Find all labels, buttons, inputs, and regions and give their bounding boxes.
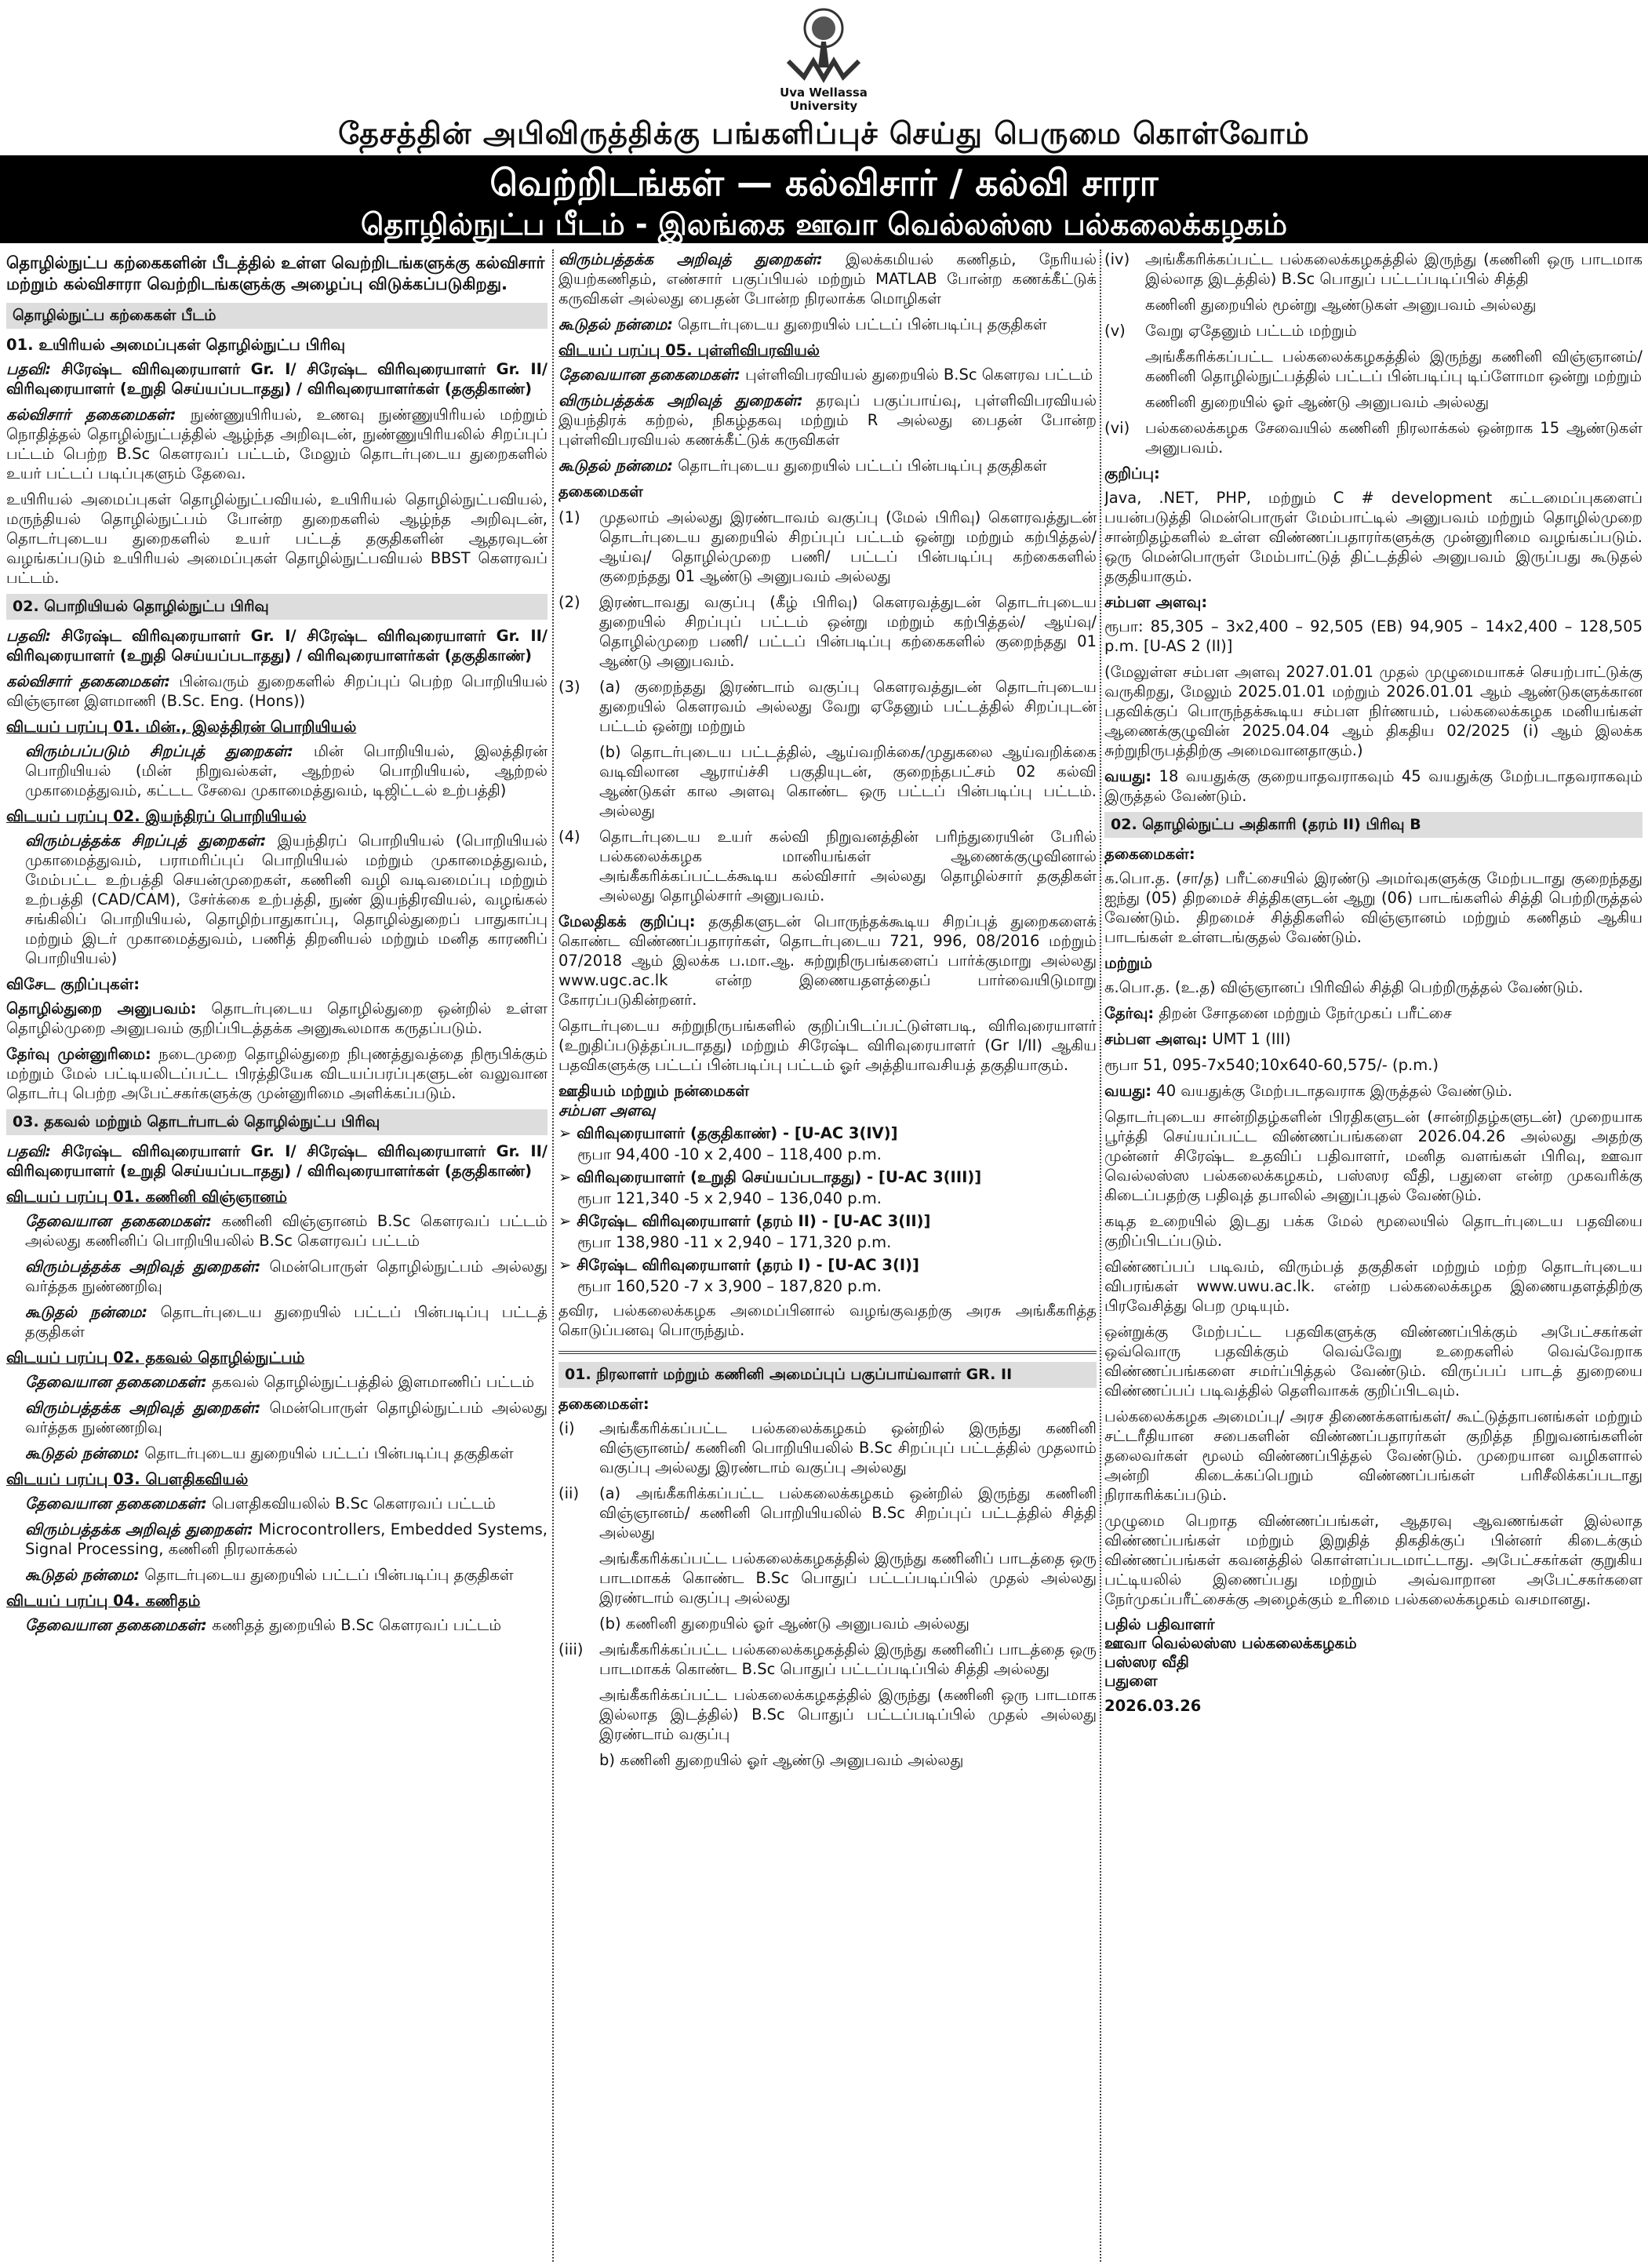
tagline: தேசத்தின் அபிவிருத்திக்கு பங்களிப்புச் செய்து பெருமை கொள்வோம் [338, 116, 1310, 151]
qualifications-title: தகைமைகள் [558, 482, 643, 501]
envelope-note: கடித உறையில் இடது பக்க மேல் மூலையில் தொடர்புடைய பதவியை குறிப்பிடப்படும். [1104, 1212, 1643, 1250]
dept1-title: 01. உயிரியல் அமைப்புகள் தொழில்நுட்ப பிரிவு [6, 336, 346, 354]
title-banner [0, 155, 1648, 243]
dept1-para: உயிரியல் அமைப்புகள் தொழில்நுட்பவியல், உயிரியல் தொழில்நுட்பவியல், மருந்தியல் தொழில்நுட்பம் போன்ற துறைகளில் ஆழ்ந்த அறிவுடன், தொடர்புடைய துறைகளில் உயர் பட்டத் தகுதிகளின் ஆதரவுடன் வழங்கப்படும் உயிரியல் அமைப்புகள் தொழில்நுட்பவியல் BBST கௌரவப் பட்டம். [6, 490, 548, 587]
application-instructions: தொடர்புடைய சான்றிதழ்களின் பிரதிகளுடன் (சான்றிதழ்களுடன்) முறையாக பூர்த்தி செய்யப்பட்ட விண்ணப்பங்களை 2026.04.26 அல்லது அதற்கு முன்னர் சிரேஷ்ட உதவிப் பதிவாளர், மனித வளங்கள் பிரிவு, ஊவா வெல்லஸ்ஸ பல்கலைக்கழகம், பஸ்ஸர வீதி, பதுளை என்ற முகவரிக்கு கிடைப்பதற்கு பதிவுத் தபாலில் அனுப்புதல் வேண்டும். [1104, 1108, 1643, 1204]
dept3-title: 03. தகவல் மற்றும் தொடர்பாடல் தொழில்நுட்ப பிரிவு [6, 1109, 548, 1135]
area-title: விடயப் பரப்பு 03. பௌதிகவியல் [6, 1470, 249, 1488]
website-note: விண்ணப்பப் படிவம், விரும்பத் தகுதிகள் மற்றும் மற்ற தொடர்புடைய விபரங்கள் www.uwu.ac.lk. என்ற பல்கலைக்கழக இணையதளத்திற்கு பிரவேசித்து பெற முடியும். [1104, 1258, 1643, 1315]
area-advantage: கூடுதல் நன்மை: தொடர்புடைய துறையில் பட்டப் பின்படிப்பு தகுதிகள் [25, 1444, 514, 1462]
arrow-icon: ➢ [558, 1212, 577, 1230]
allowance-note: தவிர, பல்கலைக்கழக அமைப்பினால் வழங்குவதற்கு அரசு அங்கீகரித்த கொடுப்பனவு பொருந்தும். [558, 1301, 1097, 1339]
nq-title: தகைமைகள்: [558, 1395, 649, 1413]
list-item: b) கணினி துறையில் ஓர் ஆண்டு அனுபவம் அல்லது [599, 1751, 964, 1769]
area-preferred: விரும்பத்தக்க அறிவுத் துறைகள்: Microcontrollers, Embedded Systems, Signal Processing, கணினி நிரலாக்கல் [25, 1520, 548, 1558]
list-item: (3) (a) குறைந்தது இரண்டாம் வகுப்பு கௌரவத்துடன் தொடர்புடைய துறையில் கௌரவம் அல்லது வேறு ஏதேனும் பட்டத்தில் சிறப்புடன் பட்டம் ஒன்று மற்றும் [558, 678, 1097, 735]
salary-label: சம்பள அளவு: [1104, 593, 1208, 611]
list-item: (ii) (a) அங்கீகரிக்கப்பட்ட பல்கலைக்கழகம் ஒன்றில் இருந்து கணினி விஞ்ஞானம்/ கணினி பொறியியலில் B.Sc சிறப்புப் பட்டத்தில் சித்தி அல்லது [558, 1484, 1097, 1542]
note-experience: தொழில்துறை அனுபவம்: தொடர்புடைய தொழில்துறை ஒன்றில் உள்ள தொழில்முறை அனுபவம் குறிப்பிடத்தக்க அனுகூலமாக கருதப்படும். [6, 999, 548, 1037]
area-title: விடயப் பரப்பு 04. கணிதம் [6, 1592, 201, 1610]
dept1-post: பதவி: சிரேஷ்ட விரிவுரையாளர் Gr. I/ சிரேஷ்ட விரிவுரையாளர் Gr. II/ விரிவுரையாளர் (உறுதி செய்யப்படாதது) / விரிவுரையாளர்கள் (தகுதிகாண்) [6, 360, 548, 398]
arrow-icon: ➢ [558, 1124, 577, 1142]
header [0, 0, 1648, 157]
column-divider [1100, 249, 1101, 2262]
logo-sub: University [789, 99, 858, 113]
list-item: (b) தொடர்புடைய பட்டத்தில், ஆய்வறிக்கை/முதுகலை ஆய்வறிக்கை வடிவிலான ஆராய்ச்சி பகுதியுடன், குறைந்தபட்சம் 02 கல்வி ஆண்டுகள் கால அளவு கொண்ட ஒரு பட்டப் பின்படிப்பு பட்டம். அல்லது [599, 743, 1097, 820]
list-item: (iii) அங்கீகரிக்கப்பட்ட பல்கலைக்கழகத்தில் இருந்து கணினிப் பாடத்தை ஒரு பாடமாகக் கொண்ட B.Sc பொதுப் பட்டப்படிப்பில் சித்தி அல்லது [558, 1640, 1097, 1678]
dept3-post: பதவி: சிரேஷ்ட விரிவுரையாளர் Gr. I/ சிரேஷ்ட விரிவுரையாளர் Gr. II/ விரிவுரையாளர் (உறுதி செய்யப்படாதது) / விரிவுரையாளர்கள் (தகுதிகாண்) [6, 1142, 548, 1180]
nonacademic-post-title: 01. நிரலாளர் மற்றும் கணினி அமைப்புப் பகுப்பாய்வாளர் GR. II [558, 1362, 1097, 1388]
banner-subtitle: தொழில்நுட்ப பீடம் - இலங்கை ஊவா வெல்லஸ்ஸ பல்கலைக்கழகம் [360, 207, 1288, 242]
dept1-qual: கல்விசார் தகைமைகள்: நுண்ணுயிரியல், உணவு நுண்ணுயிரியல் மற்றும் நொதித்தல் தொழில்நுட்பத்தில் ஆழ்ந்த அறிவுடன், நுண்ணுயிரியலில் சிறப்புப் பட்டம் பெற்ற B.Sc கௌரவப் பட்டம், மேலும் தொடர்புடைய துறைகளில் உயர் பட்டப் படிப்புகளும் தேவை. [6, 406, 548, 482]
list-item: (vi) பல்கலைக்கழக சேவையில் கணினி நிரலாக்கல் ஒன்றாக 15 ஆண்டுகள் அனுபவம். [1104, 419, 1643, 457]
dept2-area1-text: விரும்பப்படும் சிறப்புத் துறைகள்: மின் பொறியியல், இலத்திரன் பொறியியல் (மின் நிறுவல்கள், ஆற்றல் பொறியியல், ஆற்றல் முகாமைத்துவம், கட்டட சேவை முகாமைத்துவம், டிஜிட்டல் உற்பத்தி) [25, 742, 548, 799]
section-divider [558, 1351, 1097, 1354]
multiple-posts-note: ஒன்றுக்கு மேற்பட்ட பதவிகளுக்கு விண்ணப்பிக்கும் அபேட்சகர்கள் ஒவ்வொரு பதவிக்கும் வெவ்வேறு உறைகளில் வெவ்வேறாக விண்ணப்பங்களை சமர்ப்பித்தல் வேண்டும். விருப்பப் பாடத் துறையை விண்ணப்பப் படிவத்தில் தெளிவாகக் குறிப்பிடவும். [1104, 1323, 1643, 1400]
list-item: கணினி துறையில் மூன்று ஆண்டுகள் அனுபவம் அல்லது [1145, 296, 1537, 314]
post2-title: 02. தொழில்நுட்ப அதிகாரி (தரம் II) பிரிவு B [1104, 812, 1643, 838]
column-2 [558, 249, 1097, 2262]
post2-salary: சம்பள அளவு: UMT 1 (III) [1104, 1030, 1291, 1048]
salary-scale: ➢ விரிவுரையாளர் (உறுதி செய்யப்படாதது) - [U-AC 3(III)] ரூபா 121,340 -5 x 2,940 – 136,040 p.m. [558, 1168, 982, 1207]
special-notes-title: விசேட குறிப்புகள்: [6, 975, 140, 993]
banner-title: வெற்றிடங்கள் — கல்விசார் / கல்வி சாரா [489, 162, 1159, 204]
logo-name: Uva Wellassa [780, 86, 868, 100]
list-item: கணினி துறையில் ஓர் ஆண்டு அனுபவம் அல்லது [1145, 393, 1490, 411]
salary-subtitle: சம்பள அளவு [558, 1101, 656, 1119]
salary-note: (மேலுள்ள சம்பள அளவு 2027.01.01 முதல் முழுமையாகச் செயற்பாட்டுக்கு வருகிறது, மேலும் 2025.01.01 மற்றும் 2026.01.01 ஆம் ஆண்டுகளுக்கான பதவிக்குப் பொருந்தக்கூடிய சம்பள நிர்ணயம், பல்கலைக்கழக மனியங்கள் ஆணைக்குழுவின் 2025.04.04 ஆம் திகதிய 02/2025 (i) ஆம் இலக்க சுற்றுநிருபத்திற்கு அமைவானதாகும்.) [1104, 663, 1643, 759]
dept2-area2-title: விடயப் பரப்பு 02. இயந்திரப் பொறியியல் [6, 807, 307, 825]
stats-area-title: விடயப் பரப்பு 05. புள்ளிவிபரவியல் [558, 341, 820, 359]
column-3 [1104, 249, 1643, 2262]
column-1 [6, 249, 548, 2262]
list-item: அங்கீகரிக்கப்பட்ட பல்கலைக்கழகத்தில் இருந்து (கணினி ஒரு பாடமாக இல்லாத இடத்தில்) B.Sc பொதுப் பட்டப்படிப்பில் முதல் அல்லது இரண்டாம் வகுப்பு [599, 1686, 1097, 1743]
area-it [6, 1348, 548, 1463]
list-item: (1) முதலாம் அல்லது இரண்டாவம் வகுப்பு (மேல் பிரிவு) கௌரவத்துடன் தொடர்புடைய துறையில் சிறப்புப் பட்டம் ஒன்று மற்றும் கற்பித்தல்/ ஆய்வு/ தொழில்முறை பணி/ பட்டப் பின்படிப்பு கற்கைகளில் குறைந்தது 01 ஆண்டு அனுபவம் அல்லது [558, 508, 1097, 585]
post2-al: க.பொ.த. (உ.த) விஞ்ஞானப் பிரிவில் சித்தி பெற்றிருத்தல் வேண்டும். [1104, 978, 1584, 996]
area-required: தேவையான தகைமைகள்: கணிதத் துறையில் B.Sc கௌரவப் பட்டம் [25, 1616, 502, 1634]
list-item: (v) வேறு ஏதேனும் பட்டம் மற்றும் [1104, 322, 1357, 340]
area-required: தேவையான தகைமைகள்: கணினி விஞ்ஞானம் B.Sc கௌரவப் பட்டம் அல்லது கணினிப் பொறியியலில் B.Sc கௌரவப் பட்டம் [25, 1212, 548, 1250]
salary-scale: ➢ சிரேஷ்ட விரிவுரையாளர் (தரம் II) - [U-AC 3(II)] ரூபா 138,980 -11 x 2,940 – 171,320 p.m. [558, 1212, 931, 1251]
list-item: அங்கீகரிக்கப்பட்ட பல்கலைக்கழகத்தில் இருந்து கணினிப் பாடத்தை ஒரு பாடமாகக் கொண்ட B.Sc பொதுப் பட்டப்படிப்பில் முதல் அல்லது இரண்டாம் வகுப்பு அல்லது [599, 1549, 1097, 1607]
salary-scale: ➢ சிரேஷ்ட விரிவுரையாளர் (தரம் I) - [U-AC 3(I)] ரூபா 160,520 -7 x 3,900 – 187,820 p.m. [558, 1256, 919, 1295]
date: 2026.03.26 [1104, 1697, 1202, 1715]
post2-age: வயது: 40 வயதுக்கு மேற்படாதவராக இருத்தல் வேண்டும். [1104, 1082, 1513, 1100]
maths-preferred: விரும்பத்தக்க அறிவுத் துறைகள்: இலக்கமியல் கணிதம், நேரியல் இயற்கணிதம், எண்சார் பகுப்பியல் மற்றும் MATLAB போன்ற கணக்கீட்டுக் கருவிகள் அல்லது பைதன் போன்ற நிரலாக்க மொழிகள் [558, 250, 1097, 308]
salary-text: ரூபா: 85,305 – 3x2,400 – 92,505 (EB) 94,905 – 14x2,400 – 128,505 p.m. [U-AS 2 (II)] [1104, 617, 1643, 655]
dept2-area2-text: விரும்பத்தக்க சிறப்புத் துறைகள்: இயந்திரப் பொறியியல் (பொறியியல் முகாமைத்துவம், பராமரிப்புப் பொறியியல் மற்றும் முகாமைத்துவம், மேம்பட்ட உற்பத்தி செயன்முறைகள், கணினி வழி வடிவமைப்பு மற்றும் உற்பத்தி (CAD/CAM), சேர்க்கை உற்பத்தி, நுண் இயந்திரவியல், வழங்கல் சங்கிலிப் பொறியியல், தொழிற்பாதுகாப்பு, தொழில்துறைப் பாதுகாப்பு மற்றும் இடர் முகாமைத்துவம், பணித் திறனியல் மற்றும் மனித காரணிப் பொறியியல்) [25, 832, 548, 967]
stats-advantage: கூடுதல் நன்மை: தொடர்புடைய துறையில் பட்டப் பின்படிப்பு தகுதிகள் [558, 457, 1047, 475]
dept2-title: 02. பொறியியல் தொழில்நுட்ப பிரிவு [6, 594, 548, 620]
and-label: மற்றும் [1104, 954, 1152, 972]
salary-scale: ➢ விரிவுரையாளர் (தகுதிகாண்) - [U-AC 3(IV)] ரூபா 94,400 -10 x 2,400 – 118,400 p.m. [558, 1124, 898, 1163]
salary-title: ஊதியம் மற்றும் நன்மைகள் [558, 1082, 750, 1100]
faculty-heading: தொழில்நுட்ப கற்கைகள் பீடம் [6, 303, 548, 329]
intro-text: தொழில்நுட்ப கற்கைகளின் பீடத்தில் உள்ள வெற்றிடங்களுக்கு கல்விசார் மற்றும் கல்விசாரா வெற்றிடங்களுக்கு அழைப்பு விடுக்கப்படுகிறது. [6, 253, 545, 293]
list-item: (4) தொடர்புடைய உயர் கல்வி நிறுவனத்தின் பரிந்துரையின் பேரில் பல்கலைக்கழக மானியங்கள் ஆணைக்குழுவினால் அங்கீகரிக்கப்பட்டக்கூடிய கல்விசார் அல்லது தொழில்சார் தகுதிகள் அல்லது தொழில்சார் அனுபவம். [558, 828, 1097, 905]
post2-salary-line: ரூபா 51, 095-7x540;10x640-60,575/- (p.m.) [1104, 1056, 1439, 1074]
area-required: தேவையான தகைமைகள்: பௌதிகவியலில் B.Sc கௌரவப் பட்டம் [25, 1494, 496, 1513]
column-divider [552, 249, 554, 2262]
proper-channel-note: பல்கலைக்கழக அமைப்பு/ அரச திணைக்களங்கள்/ கூட்டுத்தாபனங்கள் மற்றும் சட்டரீதியான சபைகளின் விண்ணப்பதாரர்கள் குறித்த நிறுவனங்களின் தலைவர்கள் மூலம் விண்ணப்பித்தல் வேண்டும். முறையான வழிகளால் அன்றி கிடைக்கப்பெறும் விண்ணப்பங்கள் பரிசீலிக்கப்படாது நிராகரிக்கப்படும். [1104, 1407, 1643, 1504]
stats-required: தேவையான தகைமைகள்: புள்ளிவிபரவியல் துறையில் B.Sc கௌரவ பட்டம் [558, 366, 1093, 384]
area-required: தேவையான தகைமைகள்: தகவல் தொழில்நுட்பத்தில் இளமாணிப் பட்டம் [25, 1373, 535, 1391]
age-text: வயது: 18 வயதுக்கு குறையாதவராகவும் 45 வயதுக்கு மேற்படாதவராகவும் இருத்தல் வேண்டும். [1104, 767, 1643, 805]
post2-ol: க.பொ.த. (சா/த) பரீட்சையில் இரண்டு அமர்வுகளுக்கு மேற்படாது குறைந்தது ஐந்து (05) திறமைச் சித்திகளுடன் ஆறு (06) பாடங்களில் சித்தி பெற்றிருத்தல் வேண்டும். திறமைச் சித்திகளில் விஞ்ஞானம் மற்றும் கணிதம் ஆகிய பாடங்கள் உள்ளடங்குதல் வேண்டும். [1104, 869, 1643, 946]
signature-block: பதில் பதிவாளர் ஊவா வெல்லஸ்ஸ பல்கலைக்கழகம் பஸ்ஸர வீதி பதுளை 2026.03.26 [1104, 1615, 1643, 1716]
selection-text: தேர்வு: திறன் சோதனை மற்றும் நேர்முகப் பரீட்சை [1104, 1004, 1452, 1022]
area-cs [6, 1187, 548, 1342]
maths-advantage: கூடுதல் நன்மை: தொடர்புடைய துறையில் பட்டப் பின்படிப்பு தகுதிகள் [558, 315, 1047, 333]
area-advantage: கூடுதல் நன்மை: தொடர்புடைய துறையில் பட்டப் பின்படிப்பு பட்டத் தகுதிகள் [25, 1303, 548, 1341]
incomplete-note: முழுமை பெறாத விண்ணப்பங்கள், ஆதரவு ஆவணங்கள் இல்லாத விண்ணப்பங்கள் மற்றும் இறுதித் திகதிக்குப் பின்னர் கிடைக்கும் விண்ணப்பங்கள் கவனத்தில் கொள்ளப்படமாட்டாது. அபேட்சகர்கள் குறுகிய பட்டியலில் இணைப்பது மற்றும் அவ்வாறான அபேட்சகர்களை நேர்முகப்பரீட்சைக்கு அழைக்கும் உரிமை பல்கலைக்கழகம் வசமானது. [1104, 1512, 1643, 1608]
dept2-post: பதவி: சிரேஷ்ட விரிவுரையாளர் Gr. I/ சிரேஷ்ட விரிவுரையாளர் Gr. II/ விரிவுரையாளர் (உறுதி செய்யப்படாதது) / விரிவுரையாளர்கள் (தகுதிகாண்) [6, 627, 548, 664]
additional-note: மேலதிகக் குறிப்பு: தகுதிகளுடன் பொருந்தக்கூடிய சிறப்புத் துறைகளைக் கொண்ட விண்ணப்பதாரர்கள், தொடர்புடைய 721, 996, 08/2016 மற்றும் 07/2018 ஆம் இலக்க ப.மா.ஆ. சுற்றுநிருபங்களைப் பார்க்குமாறு அல்லது www.ugc.ac.lk என்ற இணையதளத்தைப் பார்வையிடுமாறு கோரப்படுகின்றனர். [558, 912, 1097, 1009]
list-item: (i) அங்கீகரிக்கப்பட்ட பல்கலைக்கழகம் ஒன்றில் இருந்து கணினி விஞ்ஞானம்/ கணினி பொறியியலில் B.Sc சிறப்புப் பட்டத்தில் முதலாம் வகுப்பு அல்லது இரண்டாம் வகுப்பு அல்லது [558, 1419, 1097, 1476]
university-logo-icon [773, 6, 875, 85]
list-item: (iv) அங்கீகரிக்கப்பட்ட பல்கலைக்கழகத்தில் இருந்து (கணினி ஒரு பாடமாக இல்லாத இடத்தில்) B.Sc பொதுப் பட்டப்படிப்பில் சித்தி [1104, 250, 1643, 288]
area-advantage: கூடுதல் நன்மை: தொடர்புடைய துறையில் பட்டப் பின்படிப்பு தகுதிகள் [25, 1566, 514, 1584]
stats-preferred: விரும்பத்தக்க அறிவுத் துறைகள்: தரவுப் பகுப்பாய்வு, புள்ளிவிபரவியல் இயந்திரக் கற்றல், நிகழ்தகவு மற்றும் R அல்லது பைதன் போன்ற புள்ளிவிபரவியல் கணக்கீட்டுக் கருவிகள் [558, 391, 1097, 449]
dept2-area1-title: விடயப் பரப்பு 01. மின்., இலத்திரன் பொறியியல் [6, 718, 357, 736]
note-title: குறிப்பு: [1104, 464, 1160, 482]
area-title: விடயப் பரப்பு 02. தகவல் தொழில்நுட்பம் [6, 1349, 305, 1367]
list-item: (2) இரண்டாவது வகுப்பு (கீழ் பிரிவு) கௌரவத்துடன் தொடர்புடைய துறையில் சிறப்புப் பட்டம் ஒன்று மற்றும் கற்பித்தல்/ ஆய்வு/ தொழில்முறை பணி/ பட்டப் பின்படிப்பு கற்கைகளில் குறைந்தது 01 ஆண்டு அனுபவம். [558, 593, 1097, 670]
post2-qual-title: தகைமைகள்: [1104, 845, 1195, 863]
list-item: (b) கணினி துறையில் ஓர் ஆண்டு அனுபவம் அல்லது [599, 1615, 970, 1633]
arrow-icon: ➢ [558, 1168, 577, 1186]
area-physics [6, 1469, 548, 1585]
note-text: Java, .NET, PHP, மற்றும் C # development கட்டமைப்புகளைப் பயன்படுத்தி மென்பொருள் மேம்பாட்டில் அனுபவம் மற்றும் தொழில்முறை சான்றிதழ்களில் உள்ள விண்ணப்பதாரர்களுக்கு முன்னுரிமை வழங்கப்படும். ஒரு மென்பொருள் மேம்பாட்டுத் திட்டத்தில் அனுபவம் இருப்பது கூடுதல் தகுதியாகும். [1104, 489, 1643, 585]
area-preferred: விரும்பத்தக்க அறிவுத் துறைகள்: மென்பொருள் தொழில்நுட்பம் அல்லது வர்த்தக நுண்ணறிவு [25, 1399, 548, 1436]
area-maths [6, 1591, 548, 1635]
area-title: விடயப் பரப்பு 01. கணினி விஞ்ஞானம் [6, 1188, 287, 1206]
arrow-icon: ➢ [558, 1256, 577, 1274]
dept2-qual: கல்விசார் தகைமைகள்: பின்வரும் துறைகளில் சிறப்புப் பெற்ற பொறியியல் விஞ்ஞான இளமாணி (B.Sc. Eng. (Hons)) [6, 672, 548, 710]
logo-text [753, 86, 894, 113]
area-preferred: விரும்பத்தக்க அறிவுத் துறைகள்: மென்பொருள் தொழில்நுட்பம் அல்லது வர்த்தக நுண்ணறிவு [25, 1258, 548, 1295]
postgraduate-note: தொடர்புடைய சுற்றுநிருபங்களில் குறிப்பிடப்பட்டுள்ளபடி, விரிவுரையாளர் (உறுதிப்படுத்தப்படாதது) மற்றும் சிரேஷ்ட விரிவுரையாளர் (Gr I/II) ஆகிய பதவிகளுக்கு பட்டப் பின்படிப்பு பட்டம் ஓர் அத்தியாவசியத் தகுதியாகும். [558, 1017, 1097, 1074]
note-priority: தேர்வு முன்னுரிமை: நடைமுறை தொழில்துறை நிபுணத்துவத்தை நிரூபிக்கும் மற்றும் மேல் பட்டியலிடப்பட்ட பிரத்தியேக விடயப்பரப்புகளுடன் வலுவான தொடர்பு பெற்ற அபேட்சகர்களுக்கு முன்னுரிமை அளிக்கப்படும். [6, 1045, 548, 1102]
list-item: அங்கீகரிக்கப்பட்ட பல்கலைக்கழகத்தில் இருந்து கணினி விஞ்ஞானம்/ கணினி தொழில்நுட்பத்தில் பட்டப் பின்படிப்பு டிப்ளோமா ஒன்று மற்றும் [1145, 348, 1643, 385]
